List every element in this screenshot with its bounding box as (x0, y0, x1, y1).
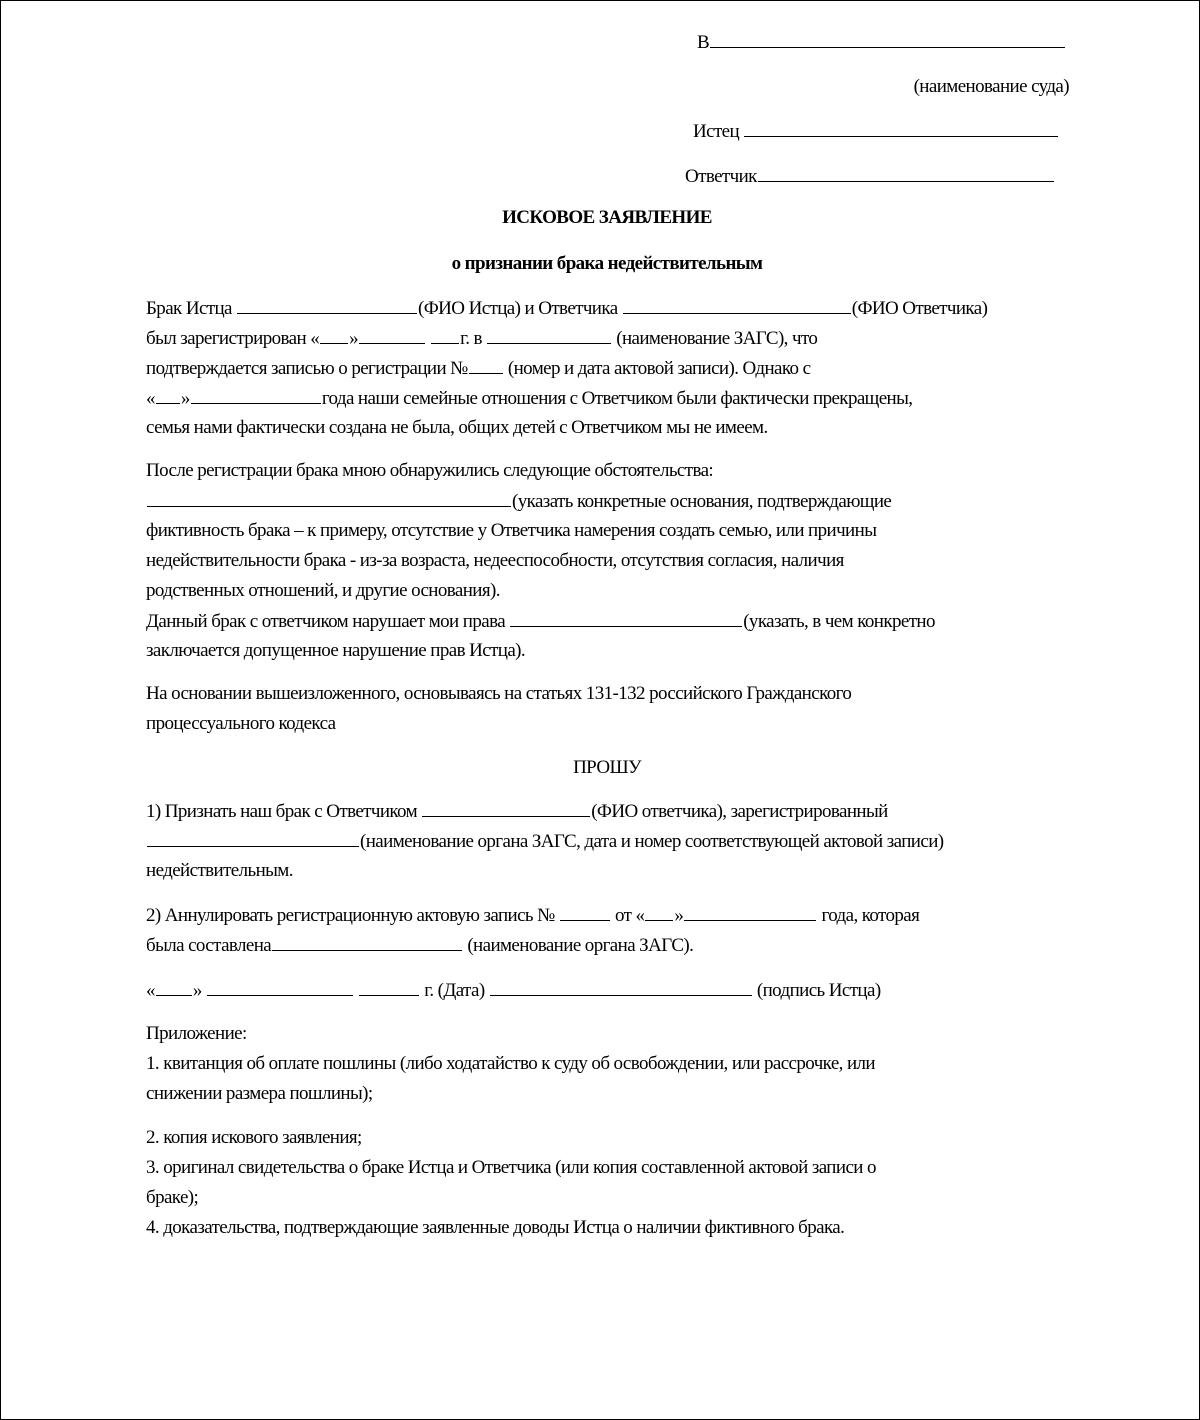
defendant-label: Ответчик (685, 166, 757, 187)
para2-line1: После регистрации брака мною обнаружились следующие обстоятельства: (146, 460, 714, 481)
request1-line3: недействительным. (146, 860, 293, 881)
para2-line4: недействительности брака - из-за возраста, недееспособности, отсутствия согласия, наличия (146, 550, 844, 571)
para2-line5: родственных отношений, и другие основания). (146, 580, 500, 601)
grounds-blank (147, 491, 511, 507)
signature-line: « » г. (Дата) (подпись Истца) (146, 980, 881, 1001)
document-title: ИСКОВОЕ ЗАЯВЛЕНИЕ (502, 207, 712, 228)
signature-blank (490, 980, 752, 996)
plaintiff-label: Истец (693, 121, 740, 142)
document-subtitle: о признании брака недействительным (451, 253, 763, 274)
request1-line1: 1) Признать наш брак с Ответчиком (ФИО ответчика), зарегистрированный (146, 801, 888, 822)
para1-line2: был зарегистрирован « » г. в (наименование ЗАГС), что (146, 328, 818, 349)
para2-line2: (указать конкретные основания, подтверждающие (146, 491, 891, 511)
plaintiff-line (693, 121, 1059, 141)
defendant-name-blank (623, 298, 851, 314)
request-heading: ПРОШУ (573, 757, 641, 778)
para2-line6: Данный брак с ответчиком нарушает мои права (указать, в чем конкретно (146, 611, 935, 632)
court-line (697, 32, 1066, 52)
defendant-line (685, 166, 1055, 186)
para1-line4: « » года наши семейные отношения с Ответчиком были фактически прекращены, (146, 388, 913, 409)
attachment-item-1a: 1. квитанция об оплате пошлины (либо ходатайство к суду об освобождении, или рассрочке, или (146, 1053, 875, 1074)
para2-line7: заключается допущенное нарушение прав Истца). (146, 640, 526, 661)
attachment-item-4: 4. доказательства, подтверждающие заявленные доводы Истца о наличии фиктивного брака. (146, 1217, 845, 1238)
request2-line1: 2) Аннулировать регистрационную актовую запись № от « » года, которая (146, 905, 920, 926)
para2-line3: фиктивность брака – к примеру, отсутствие у Ответчика намерения создать семью, или причины (146, 520, 877, 541)
para3-line2: процессуального кодекса (146, 713, 336, 734)
rights-blank (510, 611, 742, 627)
para3-line1: На основании вышеизложенного, основываясь на статьях 131-132 российского Гражданского (146, 683, 852, 704)
para1-line3: подтверждается записью о регистрации № (номер и дата актовой записи). Однако с (146, 358, 811, 379)
defendant-blank (758, 166, 1054, 182)
attachment-item-1b: снижении размера пошлины); (146, 1083, 373, 1104)
request2-line2: была составлена (наименование органа ЗАГС). (146, 935, 694, 956)
attachment-item-3b: браке); (146, 1187, 199, 1208)
para1-line1: Брак Истца (ФИО Истца) и Ответчика (ФИО Ответчика) (146, 298, 988, 319)
court-prefix: В (697, 32, 710, 53)
plaintiff-blank (744, 121, 1058, 137)
court-note: (наименование суда) (913, 76, 1069, 97)
attachments-heading: Приложение: (146, 1023, 247, 1044)
plaintiff-name-blank (237, 298, 417, 314)
request1-line2: (наименование органа ЗАГС, дата и номер соответствующей актовой записи) (146, 831, 944, 851)
attachment-item-3a: 3. оригинал свидетельства о браке Истца и Ответчика (или копия составленной актовой записи о (146, 1157, 876, 1178)
court-name-blank (710, 32, 1065, 48)
attachment-item-2: 2. копия искового заявления; (146, 1127, 362, 1148)
para1-line5: семья нами фактически создана не была, общих детей с Ответчиком мы не имеем. (146, 417, 768, 438)
